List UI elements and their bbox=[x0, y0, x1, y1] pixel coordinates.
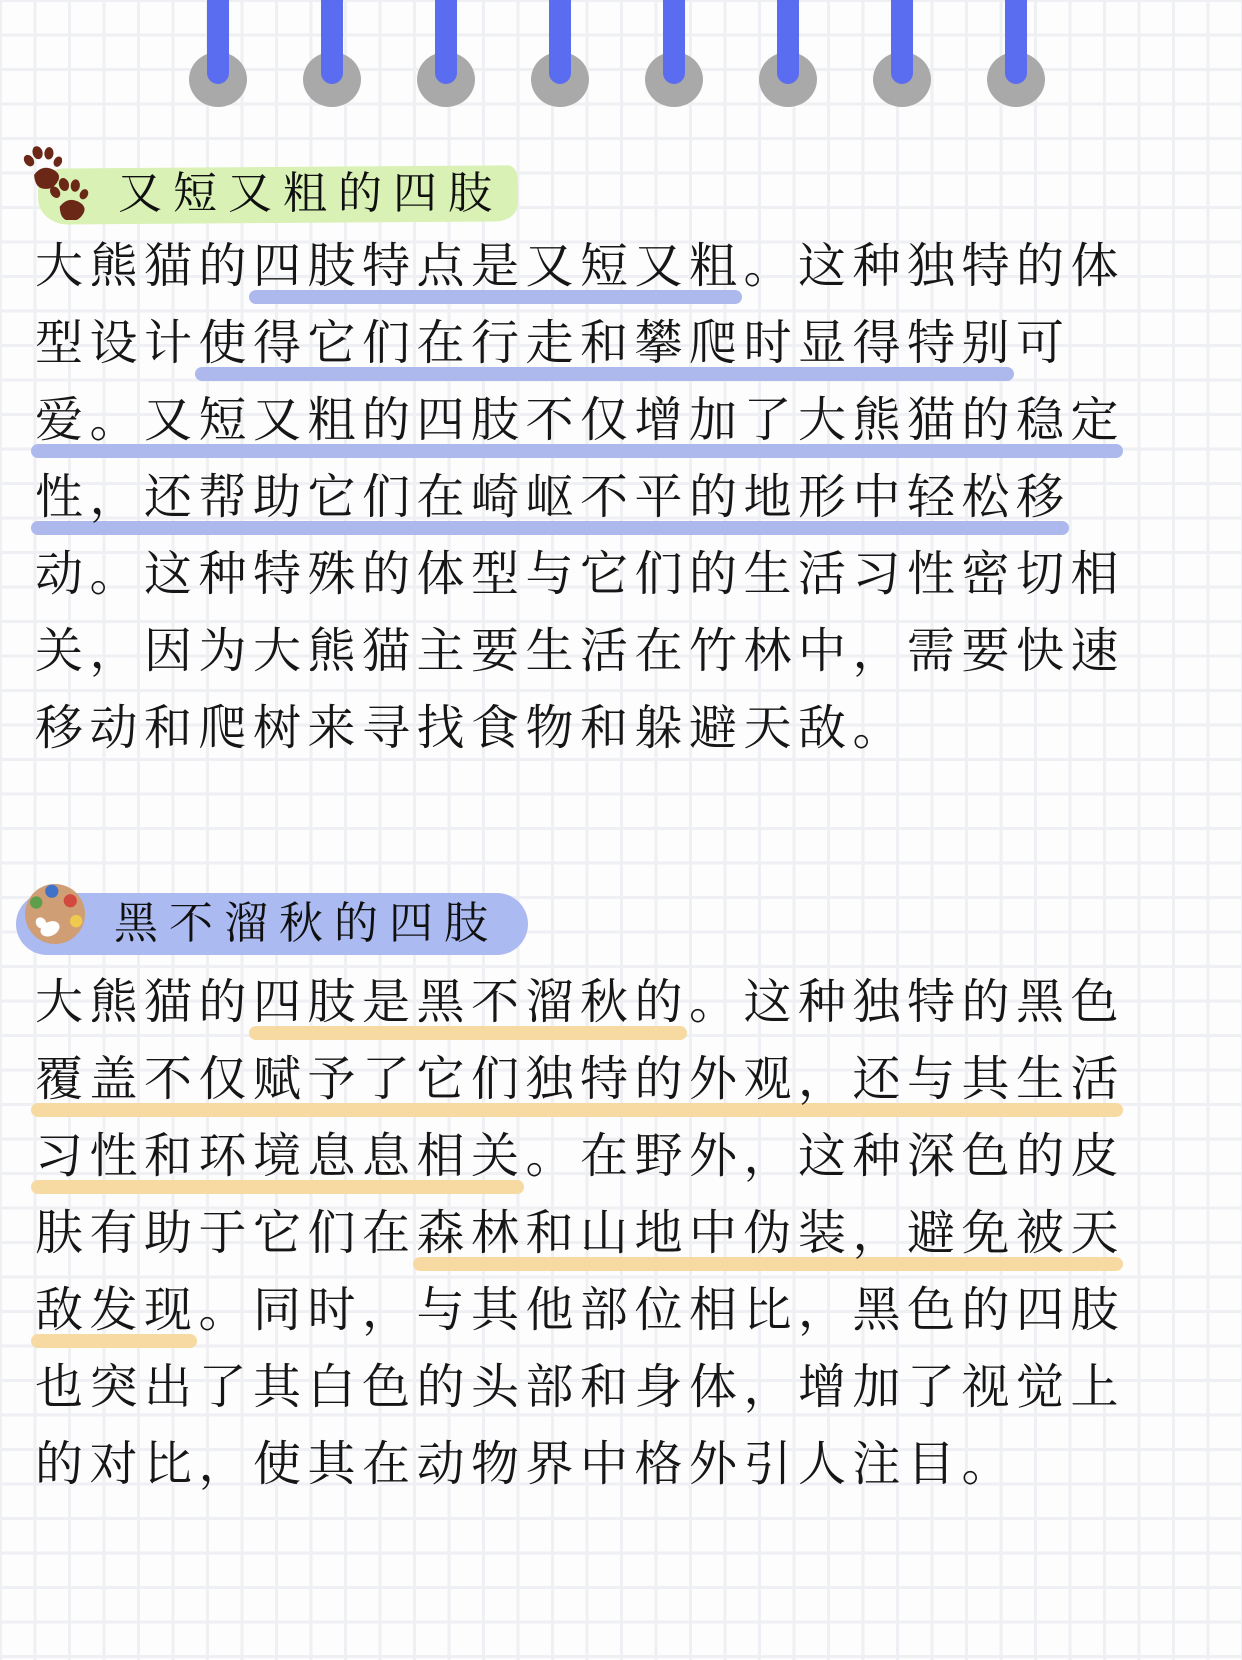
spiral-binding bbox=[0, 0, 1242, 120]
binding-bar bbox=[663, 0, 685, 84]
text-run: 关，因为大熊猫主要生活在竹林中，需要快速 bbox=[35, 623, 1126, 679]
underlined-text: 森林和山地中伪装，避免被天 bbox=[417, 1195, 1126, 1272]
binding-bar bbox=[549, 0, 571, 84]
text-line bbox=[35, 1195, 1215, 1272]
underlined-text: 爱。又短又粗的四肢不仅增加了大熊猫的稳定 bbox=[35, 382, 1125, 459]
text-line bbox=[35, 1426, 1215, 1503]
underlined-text: 四肢特点是又短又粗 bbox=[253, 228, 744, 305]
underlined-text: 使得它们在行走和攀爬时显得特别 bbox=[199, 305, 1017, 382]
text-line bbox=[35, 690, 1215, 767]
text-run: 。同时，与其他部位相比，黑色的四肢 bbox=[198, 1282, 1126, 1338]
text-line bbox=[35, 459, 1215, 536]
text-run: 也突出了其白色的头部和身体，增加了视觉上 bbox=[35, 1359, 1126, 1415]
text-line bbox=[35, 1349, 1215, 1426]
text-run: 肤有助于它们在 bbox=[35, 1205, 417, 1261]
section-title: 又短又粗的四肢 bbox=[118, 168, 503, 219]
text-run: 移动和爬树来寻找食物和躲避天敌。 bbox=[35, 700, 908, 756]
text-line bbox=[35, 1041, 1215, 1118]
text-run: 的对比，使其在动物界中格外引人注目。 bbox=[35, 1436, 1017, 1492]
section-title: 黑不溜秋的四肢 bbox=[114, 898, 499, 949]
underlined-text: 习性和环境息息相关 bbox=[35, 1118, 526, 1195]
text-run: 。这种独特的黑色 bbox=[689, 974, 1126, 1030]
binding-bar bbox=[891, 0, 913, 84]
text-line bbox=[35, 1272, 1215, 1349]
text-run: 。在野外，这种深色的皮 bbox=[525, 1128, 1126, 1184]
text-run: 大熊猫的 bbox=[35, 974, 254, 1030]
paw-prints-icon bbox=[20, 144, 90, 220]
palette-icon bbox=[22, 878, 88, 950]
text-run: 型设计 bbox=[35, 315, 199, 371]
text-run: 。这种独特的体 bbox=[743, 238, 1126, 294]
text-line bbox=[35, 536, 1215, 613]
binding-bar bbox=[321, 0, 343, 84]
text-run: 大熊猫的 bbox=[35, 238, 254, 294]
underlined-text: 四肢是黑不溜秋的 bbox=[253, 964, 689, 1041]
text-line bbox=[35, 228, 1215, 305]
text-line bbox=[35, 964, 1215, 1041]
underlined-text: 性，还帮助它们在崎岖不平的地形中轻松移 bbox=[35, 459, 1071, 536]
underlined-text: 覆盖不仅赋予了它们独特的外观，还与其生活 bbox=[35, 1041, 1125, 1118]
binding-bar bbox=[777, 0, 799, 84]
text-line bbox=[35, 1118, 1215, 1195]
paragraph bbox=[35, 228, 1215, 767]
binding-bar bbox=[207, 0, 229, 84]
text-line bbox=[35, 613, 1215, 690]
paragraph bbox=[35, 964, 1215, 1503]
binding-bar bbox=[435, 0, 457, 84]
text-line bbox=[35, 305, 1215, 382]
binding-bar bbox=[1005, 0, 1027, 84]
text-run: 可 bbox=[1016, 315, 1071, 371]
text-line bbox=[35, 382, 1215, 459]
underlined-text: 敌发现 bbox=[35, 1272, 199, 1349]
text-run: 动。这种特殊的体型与它们的生活习性密切相 bbox=[35, 546, 1126, 602]
